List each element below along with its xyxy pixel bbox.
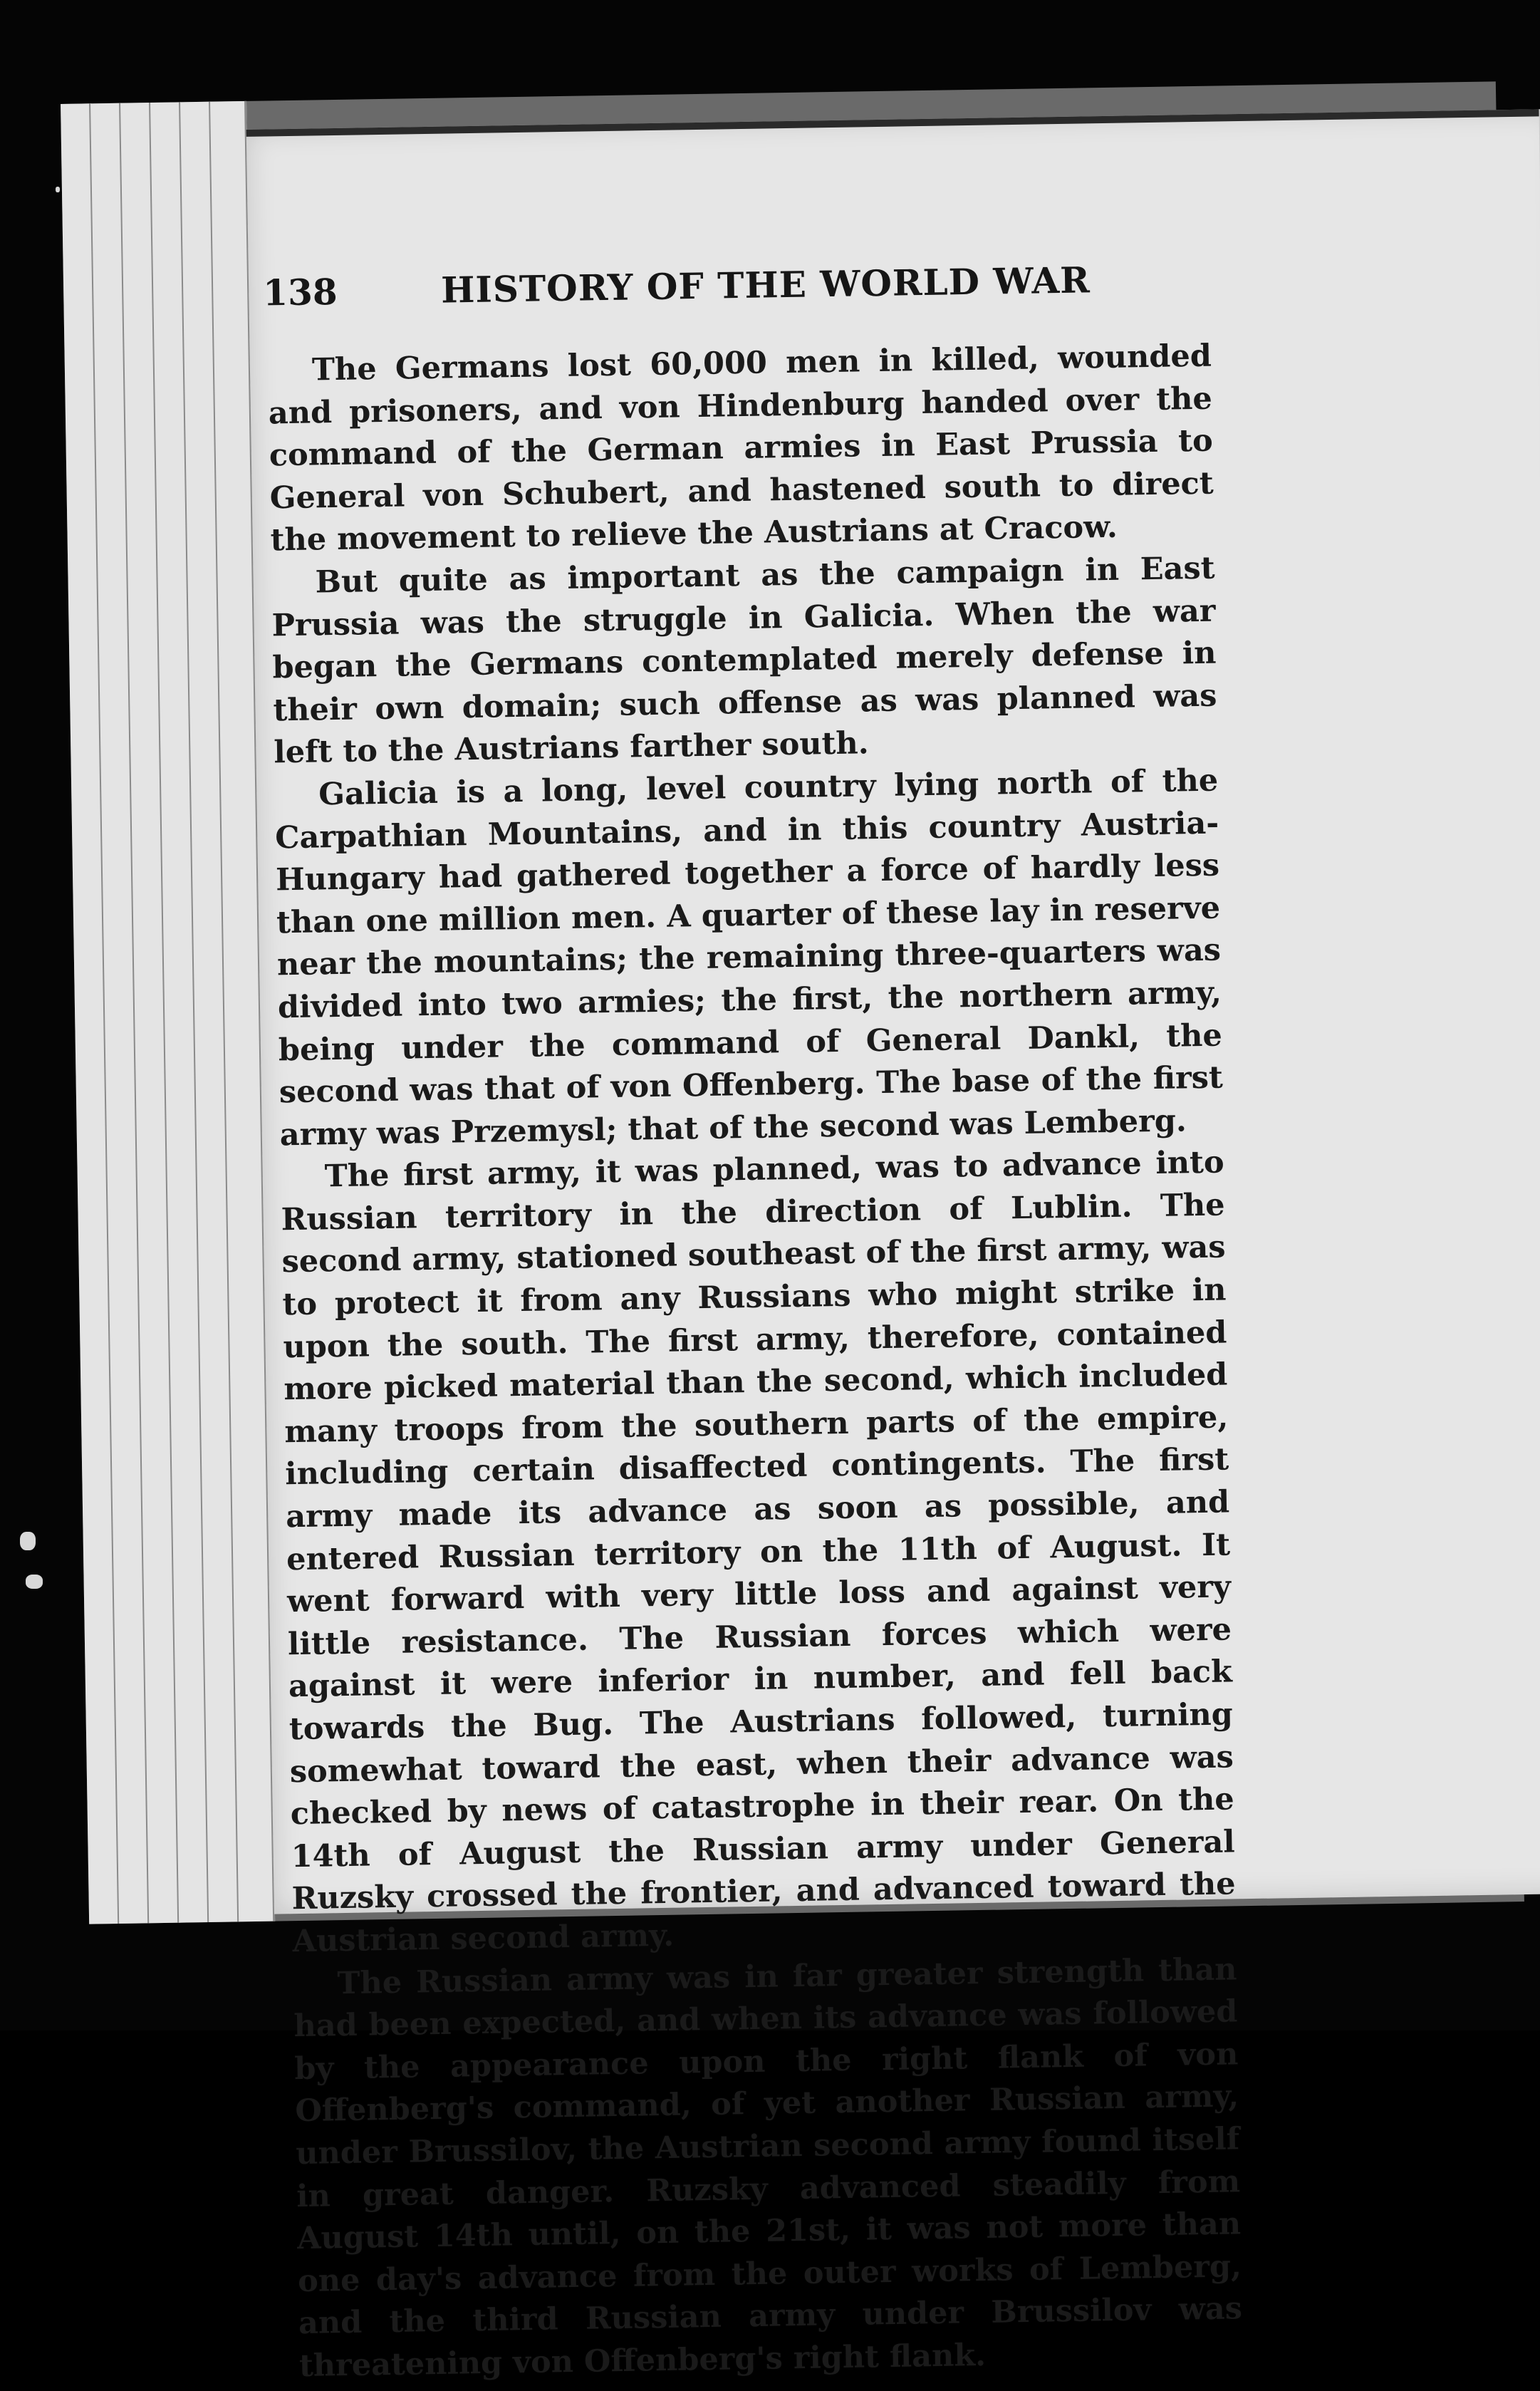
- paragraph: Galicia is a long, level country lying north of the Carpathian Mountains, and in this country Austria-Hungary had gathered together a force of hardly less than one million men. A quarter of these lay in reserve near the mountains; the remaining three-quarters was divided into two armies; the first, the northern army, being under the command of General Dankl, the second was that of von Offenberg. The base of the first army was Przemysl; that of the second was Lemberg.: [274, 762, 1224, 1153]
- body-text: [268, 336, 1244, 2388]
- page-number: 138: [262, 270, 338, 314]
- dust-speck: [26, 1575, 43, 1589]
- dust-speck: [20, 1532, 36, 1550]
- page-top-shadow: [246, 109, 1540, 137]
- running-title: HISTORY OF THE WORLD WAR: [440, 259, 1091, 311]
- paragraph: The Germans lost 60,000 men in killed, wounded and prisoners, and von Hindenburg handed over the command of the German armies in East Prussia to General von Schubert, and hastened south to direct the movement to relieve the Austrians at Cracow.: [268, 338, 1214, 559]
- paragraph: The first army, it was planned, was to advance into Russian territory in the direction of Lublin. The second army, stationed southeast of the first army, was to protect it from any Russians who might strike in upon the south. The first army, therefore, contained more picked material than the second, which included many troops from the southern parts of the empire, including certain disaffected contingents. The first army made its advance as soon as possible, and entered Russian territory on the 11th of August. It went forward with very little loss and against very little resistance. The Russian forces which were against it were inferior in number, and fell back towards the Bug. The Austrians followed, turning somewhat toward the east, when their advance was checked by news of catastrophe in their rear. On the 14th of August the Russian army under General Ruzsky crossed the frontier, and advanced toward the Austrian second army.: [281, 1144, 1236, 1960]
- paragraph: The Russian army was in far greater strength than had been expected, and when its advance was followed by the appearance upon the right flank of von Offenberg's command, of yet another Russian army, under Brussilov, the Austrian second army found itself in great danger. Ruzsky advanced steadily from August 14th until, on the 21st, it was not more than one day's advance from the outer works of Lemberg, and the third Russian army under Brussilov was threatening von Offenberg's right flank.: [293, 1951, 1243, 2385]
- book-scan: [61, 81, 1524, 2385]
- paragraph: But quite as important as the campaign in East Prussia was the struggle in Galicia. When the war began the Germans contemplated merely defense in their own domain; such offense as was planned was left to the Austrians farther south.: [271, 550, 1217, 771]
- dust-speck: [56, 187, 60, 192]
